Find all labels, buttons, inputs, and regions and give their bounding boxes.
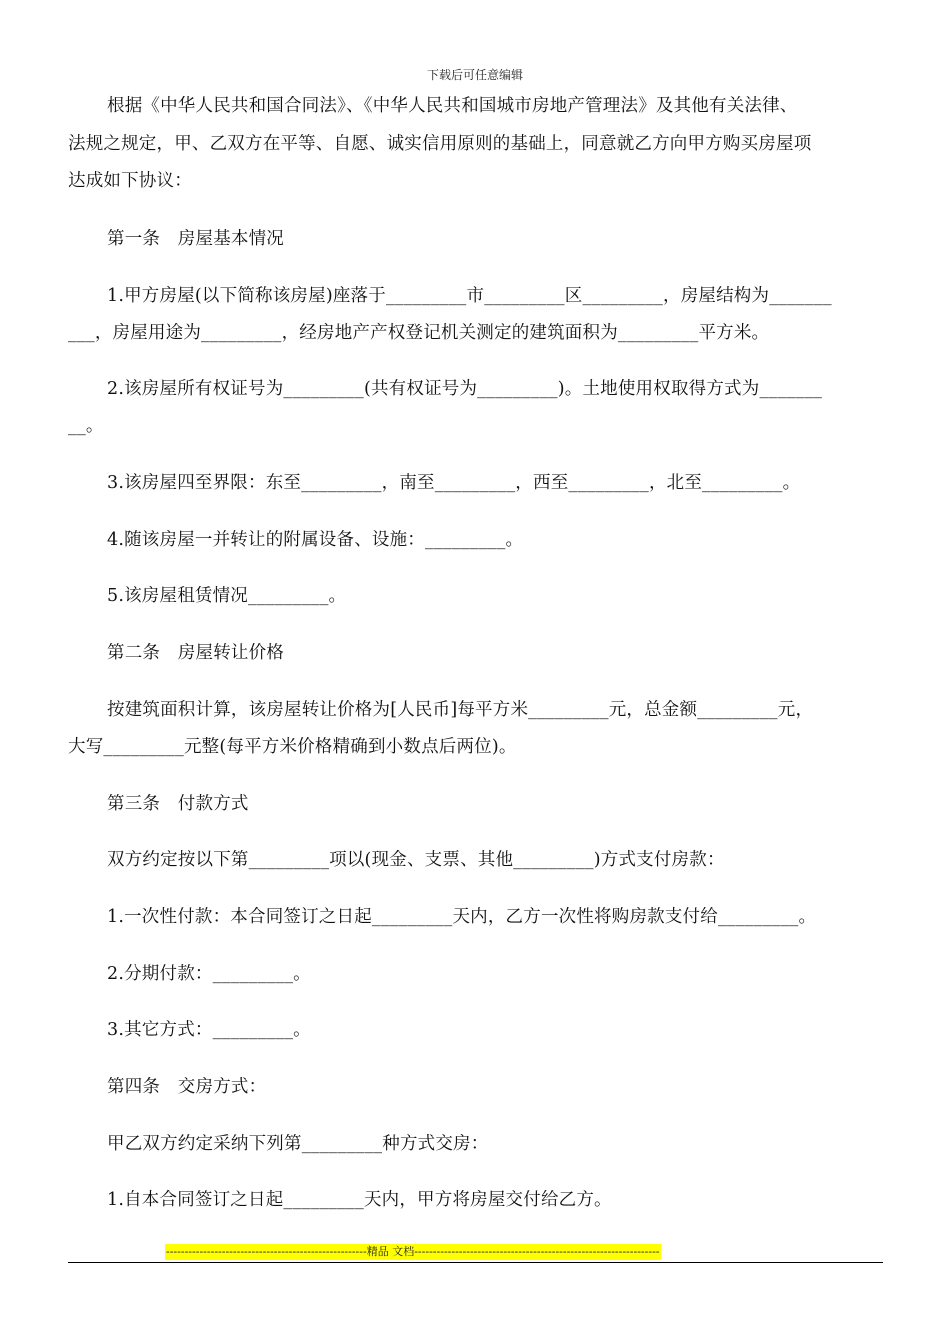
footer-watermark: ------------------------------------------------------精品 文档------------------------------------------------------------------ (166, 1245, 660, 1258)
payment-intro: 双方约定按以下第_________项以(现金、支票、其他_________)方式支付房款： (107, 850, 725, 870)
clause-1-4: 4.随该房屋一并转让的附属设备、设施：_________。 (107, 530, 524, 550)
clause-1-2-line-1: 2.该房屋所有权证号为_________(共有权证号为_________)。土地使用权取得方式为_______ (107, 379, 823, 399)
clause-3-1: 1.一次性付款：本合同签订之日起_________天内，乙方一次性将购房款支付给_________。 (107, 907, 817, 927)
preamble-line-1: 根据《中华人民共和国合同法》、《中华人民共和国城市房地产管理法》及其他有关法律、 (107, 96, 798, 116)
price-line-2: 大写_________元整(每平方米价格精确到小数点后两位)。 (68, 737, 517, 757)
article-1-heading: 第一条 房屋基本情况 (107, 229, 284, 249)
preamble-line-3: 达成如下协议： (68, 171, 192, 191)
clause-3-2: 2.分期付款：_________。 (107, 964, 311, 984)
delivery-intro: 甲乙双方约定采纳下列第_________种方式交房： (107, 1134, 489, 1154)
clause-1-1-line-2: ___，房屋用途为_________，经房地产产权登记机关测定的建筑面积为_________平方米。 (68, 323, 770, 343)
clause-1-2-line-2: __。 (68, 416, 104, 436)
clause-1-1-line-1: 1.甲方房屋(以下简称该房屋)座落于_________市_________区_________，房屋结构为_______ (107, 286, 832, 306)
preamble-line-2: 法规之规定，甲、乙双方在平等、自愿、诚实信用原则的基础上，同意就乙方向甲方购买房屋项 (68, 134, 812, 154)
price-line-1: 按建筑面积计算，该房屋转让价格为[人民币]每平方米_________元，总金额_________元， (107, 700, 814, 720)
article-4-heading: 第四条 交房方式： (107, 1077, 267, 1097)
clause-1-3: 3.该房屋四至界限：东至_________，南至_________，西至_________，北至_________。 (107, 473, 801, 493)
article-2-heading: 第二条 房屋转让价格 (107, 643, 284, 663)
clause-1-5: 5.该房屋租赁情况_________。 (107, 586, 347, 606)
clause-4-1: 1.自本合同签订之日起_________天内，甲方将房屋交付给乙方。 (107, 1190, 612, 1210)
page-header: 下载后可任意编辑 (426, 68, 523, 82)
article-3-heading: 第三条 付款方式 (107, 794, 249, 814)
footer-rule (68, 1262, 883, 1263)
clause-3-3: 3.其它方式：_________。 (107, 1020, 311, 1040)
